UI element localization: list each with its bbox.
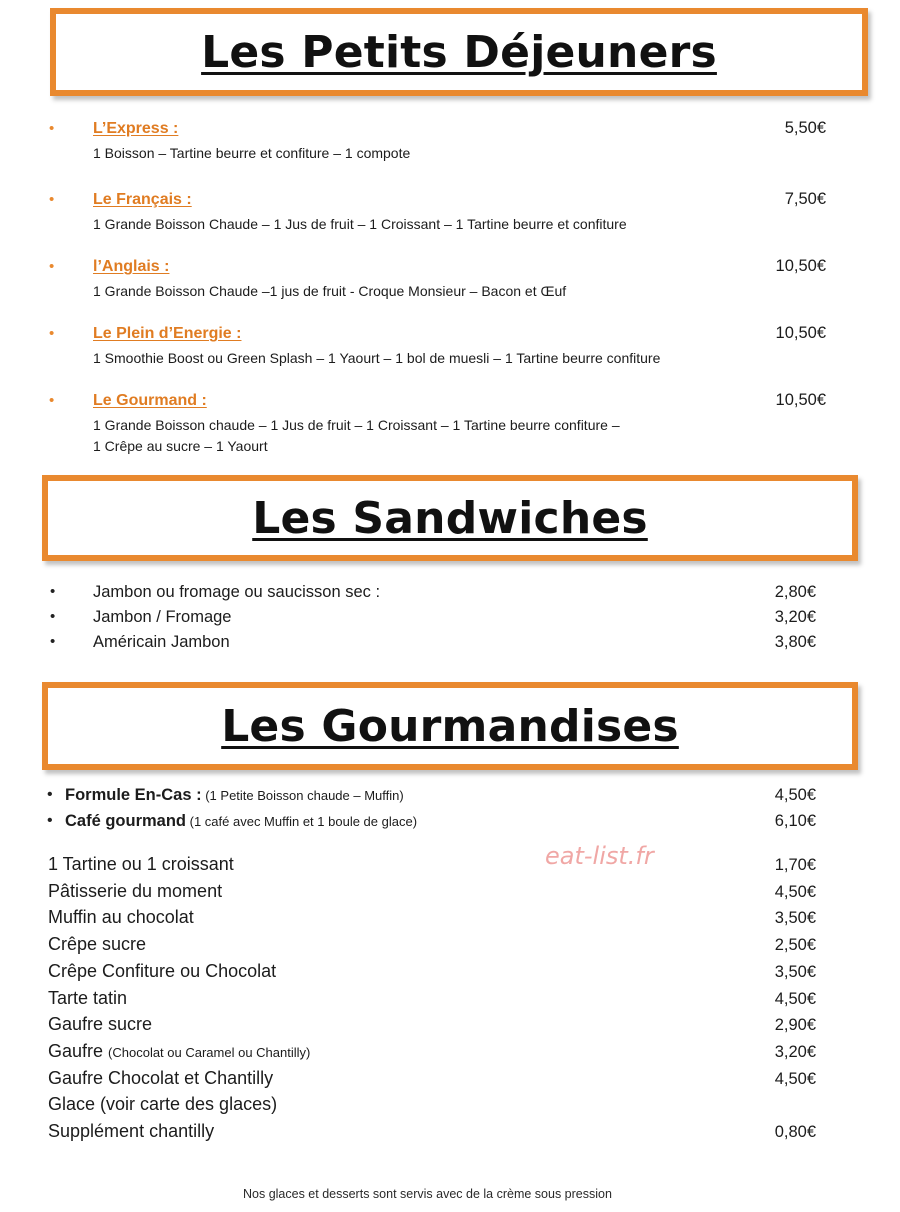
treat-item-name: Glace (voir carte des glaces) bbox=[48, 1094, 278, 1115]
formula-item-price: 4,50€ bbox=[774, 786, 816, 804]
treat-item-price: 4,50€ bbox=[774, 1069, 816, 1088]
sandwich-item-price: 3,20€ bbox=[774, 608, 816, 626]
breakfast-item-description: 1 Grande Boisson Chaude – 1 Jus de fruit – 1 Croissant – 1 Tartine beurre et confiture bbox=[93, 216, 627, 232]
breakfast-item-description: 1 Boisson – Tartine beurre et confiture – 1 compote bbox=[93, 145, 411, 161]
treat-item-price: 4,50€ bbox=[774, 882, 816, 901]
treats-header-box bbox=[42, 682, 858, 770]
treat-item-price: 2,90€ bbox=[774, 1016, 816, 1035]
sandwich-item-name: Jambon / Fromage bbox=[93, 608, 232, 626]
treat-item-price: 4,50€ bbox=[774, 989, 816, 1008]
list-bullet: • bbox=[49, 258, 55, 275]
treat-item bbox=[48, 1014, 152, 1035]
breakfast-header-box bbox=[50, 8, 868, 96]
treat-item-note: (Chocolat ou Caramel ou Chantilly) bbox=[108, 1044, 311, 1060]
treat-item bbox=[48, 961, 276, 982]
list-bullet: • bbox=[47, 786, 53, 803]
list-bullet: • bbox=[49, 325, 55, 342]
formula-item bbox=[65, 786, 404, 805]
list-bullet: • bbox=[50, 583, 56, 600]
treat-item-name: Pâtisserie du moment bbox=[48, 880, 223, 901]
breakfast-item-price: 10,50€ bbox=[775, 391, 826, 409]
treat-item-price: 0,80€ bbox=[774, 1123, 816, 1141]
treat-item-price: 1,70€ bbox=[774, 856, 816, 874]
sandwich-item-price: 2,80€ bbox=[774, 583, 816, 601]
treat-item-price: 3,50€ bbox=[774, 909, 816, 928]
breakfast-item-description: 1 Crêpe au sucre – 1 Yaourt bbox=[93, 438, 268, 454]
breakfast-item-name: Le Français : bbox=[93, 191, 192, 208]
sandwich-item-name: Jambon ou fromage ou saucisson sec : bbox=[93, 583, 381, 601]
breakfast-item-name: l’Anglais : bbox=[93, 258, 170, 275]
breakfast-item-price: 7,50€ bbox=[784, 190, 826, 208]
treat-item bbox=[48, 1068, 273, 1089]
formula-item-name: Café gourmand bbox=[65, 812, 187, 830]
list-bullet: • bbox=[50, 608, 56, 625]
treat-item bbox=[48, 1041, 310, 1062]
treat-item bbox=[48, 881, 222, 902]
treat-item bbox=[48, 1121, 214, 1142]
breakfast-item-description: 1 Smoothie Boost ou Green Splash – 1 Yaourt – 1 bol de muesli – 1 Tartine beurre confiture bbox=[93, 350, 661, 366]
footer-note: Nos glaces et desserts sont servis avec de la crème sous pression bbox=[243, 1187, 612, 1201]
list-bullet: • bbox=[49, 191, 55, 208]
treats-section-title: Les Gourmandises bbox=[221, 700, 679, 752]
breakfast-item-description: 1 Grande Boisson Chaude –1 jus de fruit - Croque Monsieur – Bacon et Œuf bbox=[93, 283, 567, 299]
treat-item-name: Supplément chantilly bbox=[48, 1121, 215, 1141]
treat-item-name: Gaufre Chocolat et Chantilly bbox=[48, 1067, 274, 1088]
breakfast-item-price: 5,50€ bbox=[784, 119, 826, 137]
treat-item-price: 3,50€ bbox=[774, 962, 816, 981]
treat-item-name: Muffin au chocolat bbox=[48, 907, 194, 928]
breakfast-item-price: 10,50€ bbox=[775, 324, 826, 342]
watermark: eat-list.fr bbox=[545, 842, 654, 870]
breakfast-item-name: L’Express : bbox=[93, 120, 179, 137]
treat-item bbox=[48, 988, 127, 1009]
treat-item bbox=[48, 907, 194, 928]
list-bullet: • bbox=[49, 120, 55, 137]
treat-item-name: Tarte tatin bbox=[48, 987, 128, 1008]
breakfast-item-price: 10,50€ bbox=[775, 257, 826, 275]
formula-item bbox=[65, 812, 417, 831]
formula-item-note: (1 Petite Boisson chaude – Muffin) bbox=[201, 788, 404, 803]
sandwiches-header-box bbox=[42, 475, 858, 561]
treat-item-price: 2,50€ bbox=[774, 936, 816, 955]
breakfast-item-name: Le Plein d’Energie : bbox=[93, 325, 242, 342]
treat-item bbox=[48, 1094, 277, 1115]
sandwiches-section-title: Les Sandwiches bbox=[252, 492, 648, 544]
sandwich-item-name: Américain Jambon bbox=[93, 633, 230, 651]
list-bullet: • bbox=[49, 392, 55, 409]
treat-item-name: Crêpe Confiture ou Chocolat bbox=[48, 960, 277, 981]
breakfast-item-description: 1 Grande Boisson chaude – 1 Jus de fruit – 1 Croissant – 1 Tartine beurre confiture – bbox=[93, 417, 620, 433]
breakfast-item-name: Le Gourmand : bbox=[93, 392, 207, 409]
formula-item-note: (1 café avec Muffin et 1 boule de glace) bbox=[186, 814, 418, 829]
treat-item-name: Gaufre sucre bbox=[48, 1014, 153, 1035]
treat-item bbox=[48, 854, 234, 875]
breakfast-section-title: Les Petits Déjeuners bbox=[201, 26, 717, 78]
treat-item-name: 1 Tartine ou 1 croissant bbox=[48, 854, 234, 874]
formula-item-name: Formule En-Cas : bbox=[65, 786, 202, 804]
list-bullet: • bbox=[50, 633, 56, 650]
treat-item-name: Gaufre bbox=[48, 1040, 109, 1061]
treat-item bbox=[48, 934, 146, 955]
treat-item-price: 3,20€ bbox=[774, 1042, 816, 1061]
sandwich-item-price: 3,80€ bbox=[774, 633, 816, 651]
list-bullet: • bbox=[47, 812, 53, 829]
treat-item-name: Crêpe sucre bbox=[48, 934, 147, 955]
formula-item-price: 6,10€ bbox=[774, 812, 816, 830]
